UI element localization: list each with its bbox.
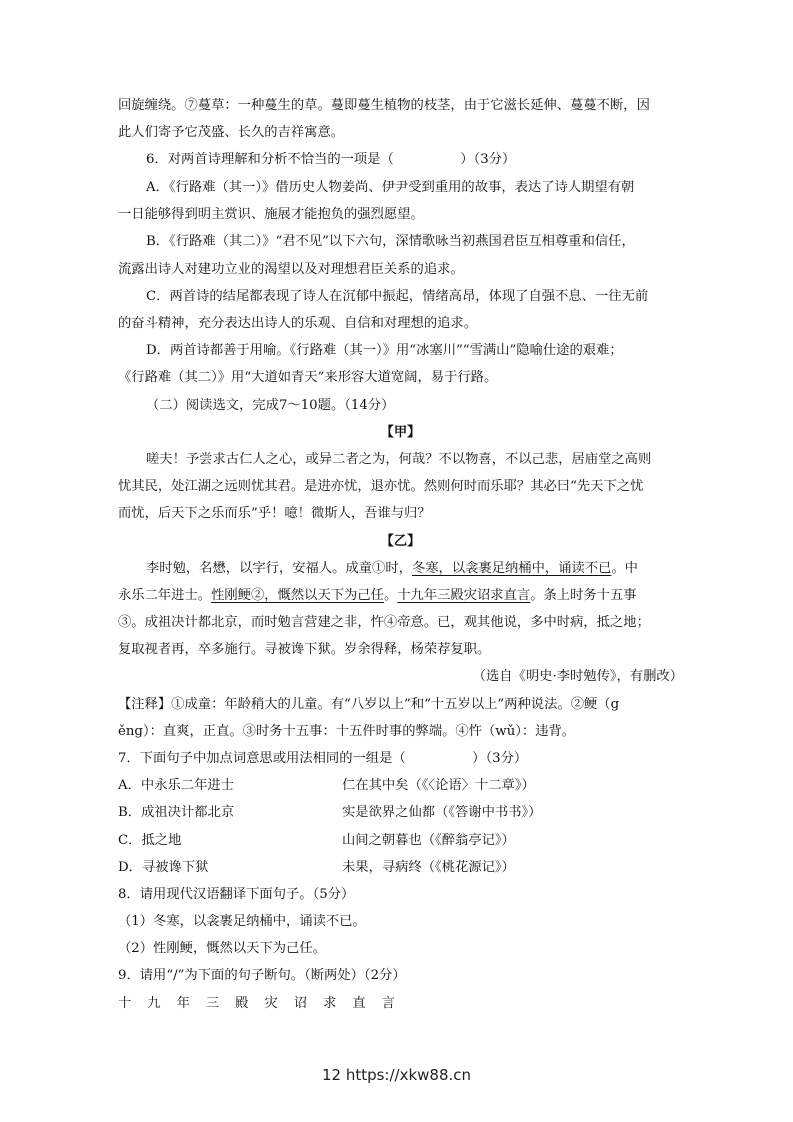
passage-yi-line: ③。成祖决计都北京，而时勉言营建之非，忤④帝意。已，观其他说，多中时病，抵之地； xyxy=(118,615,650,630)
q7-option-d-left: D．寻被谗下狱 xyxy=(118,860,209,875)
question-8: 8．请用现代汉语翻译下面句子。（5分） xyxy=(118,887,355,902)
q7-option-b-left: B．成祖决计都北京 xyxy=(118,805,235,820)
text-span: 。 xyxy=(383,588,398,603)
text-line: 此人们寄予它茂盛、长久的吉祥寓意。 xyxy=(118,125,345,140)
q7-option-c-left: C．抵之地 xyxy=(118,833,182,848)
source-citation: （选自《明史·李时勉传》，有删改） xyxy=(472,669,683,684)
annotation-line: ěng）：直爽，正直。③时务十五事：十五件时事的弊端。④忤（wǔ）：违背。 xyxy=(118,724,576,739)
passage-yi-line: 复取视者再，卒多施行。寻被谗下狱。岁余得释，杨荣荐复职。 xyxy=(118,642,491,657)
question-7: 7．下面句子中加点词意思或用法相同的一组是（ ）（3分） xyxy=(118,751,528,766)
passage-yi-line xyxy=(118,586,683,606)
q6-option-c: C．两首诗的结尾都表现了诗人在沉郁中振起，情绪高昂，体现了自强不息、一往无前 xyxy=(146,289,649,304)
q6-option-d-cont: 《行路难（其二）》用“大道如青天”来形容大道宽阔，易于行路。 xyxy=(118,370,498,385)
q7-option-a-left: A．中永乐二年进士 xyxy=(118,778,234,793)
q6-option-a-cont: 一日能够得到明主赏识、施展才能抱负的强烈愿望。 xyxy=(118,207,424,222)
q7-option-d-right: 未果，寻病终（《桃花源记》） xyxy=(342,860,515,875)
page-footer: 12 https://xkw88.cn xyxy=(321,1066,472,1084)
q6-option-c-cont: 的奋斗精神，充分表达出诗人的乐观、自信和对理想的追求。 xyxy=(118,316,478,331)
passage-jia-line: 嗟夫！予尝求古仁人之心，或异二者之为，何哉？不以物喜，不以己悲，居庙堂之高则 xyxy=(146,452,652,467)
underlined-sentence-2: 性刚鲠②，慨然以天下为己任 xyxy=(211,588,384,603)
question-6: 6．对两首诗理解和分析不恰当的一项是（ ）（3分） xyxy=(146,152,516,167)
annotation-line: 【注释】①成童：年龄稍大的儿童。有“八岁以上”和“十五岁以上”两种说法。②鲠（g xyxy=(118,697,620,712)
underlined-sentence-1: 冬寒，以衾裹足纳桶中，诵读不已 xyxy=(411,561,612,576)
passage-yi-title: 【乙】 xyxy=(380,534,421,549)
passage-jia-line: 而忧，后天下之乐而乐”乎！噫！微斯人，吾谁与归？ xyxy=(118,506,431,521)
q8-item-1: （1）冬寒，以衾裹足纳桶中，诵读不已。 xyxy=(118,914,366,929)
text-span: 李时勉，名懋，以字行，安福人。成童①时， xyxy=(146,561,412,576)
q6-option-b-cont: 流露出诗人对建功立业的渴望以及对理想君臣关系的追求。 xyxy=(118,262,464,277)
text-span: 。条上时务十五事 xyxy=(530,588,637,603)
text-span: 。中 xyxy=(611,561,638,576)
q7-option-c-right: 山间之朝暮也（《醉翁亭记》） xyxy=(342,833,515,848)
q7-option-a-right: 仁在其中矣（《〈论语〉十二章》） xyxy=(342,778,535,793)
text-line: 回旋缠绕。⑦蔓草：一种蔓生的草。蔓即蔓生植物的枝茎，由于它滋长延伸、蔓蔓不断，因 xyxy=(118,98,650,113)
q9-sentence: 十九年三殿灾诏求直言 xyxy=(118,996,411,1011)
text-span: 永乐二年进士。 xyxy=(118,588,212,603)
underlined-sentence-3: 十九年三殿灾诏求直言 xyxy=(397,588,531,603)
q8-item-2: （2）性刚鲠，慨然以天下为己任。 xyxy=(118,941,326,956)
q6-option-b: B．《行路难（其二）》“君不见”以下六句，深情歌咏当初燕国君臣互相尊重和信任， xyxy=(146,234,635,249)
passage-jia-line: 忧其民，处江湖之远则忧其君。是进亦忧，退亦忧。然则何时而乐耶？其必曰“先天下之忧 xyxy=(118,479,644,494)
passage-jia-title: 【甲】 xyxy=(380,425,421,440)
q6-option-d: D．两首诗都善于用喻。《行路难（其一）》用“冰塞川”“雪满山”隐喻仕途的艰难； xyxy=(146,343,623,358)
question-9: 9．请用“/”为下面的句子断句。（断两处）（2分） xyxy=(118,968,406,983)
section-heading: （二）阅读选文，完成7～10题。（14分） xyxy=(146,398,395,413)
passage-yi-line xyxy=(146,559,683,579)
q6-option-a: A．《行路难（其一）》借历史人物姜尚、伊尹受到重用的故事，表达了诗人期望有朝 xyxy=(146,180,635,195)
q7-option-b-right: 实是欲界之仙都（《答谢中书书》） xyxy=(342,805,542,820)
